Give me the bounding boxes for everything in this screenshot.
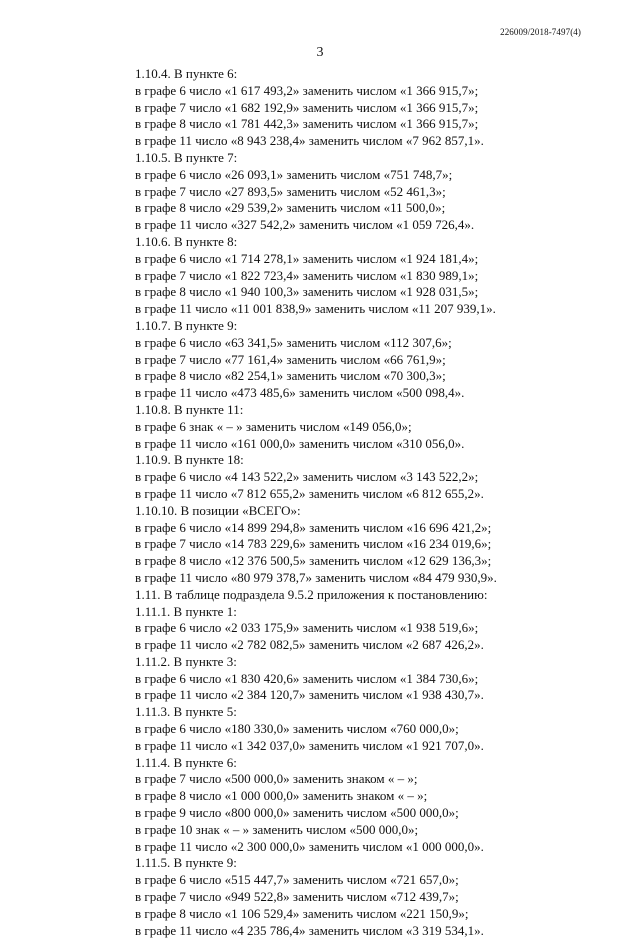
text-line: в графе 6 число «1 714 278,1» заменить числом «1 924 181,4»; (135, 250, 479, 266)
text-line: в графе 11 число «327 542,2» заменить числом «1 059 726,4». (135, 217, 475, 233)
text-line: в графе 8 число «82 254,1» заменить числом «70 300,3»; (135, 368, 446, 384)
text-line: 1.10.7. В пункте 9: (135, 317, 238, 333)
text-line: в графе 7 число «500 000,0» заменить знаком « – »; (135, 771, 418, 787)
text-line: 1.11.1. В пункте 1: (135, 603, 237, 619)
text-line: в графе 11 число «2 300 000,0» заменить числом «1 000 000,0». (135, 838, 484, 854)
text-line: 1.10.6. В пункте 8: (135, 233, 238, 249)
document-number: 226009/2018-7497(4) (500, 27, 581, 37)
text-line: в графе 6 число «4 143 522,2» заменить числом «3 143 522,2»; (135, 469, 479, 485)
text-line: в графе 11 число «1 342 037,0» заменить числом «1 921 707,0». (135, 737, 484, 753)
text-line: 1.11.2. В пункте 3: (135, 653, 237, 669)
text-line: в графе 11 число «161 000,0» заменить числом «310 056,0». (135, 435, 465, 451)
document-body (135, 66, 605, 939)
text-line: в графе 6 число «63 341,5» заменить числом «112 307,6»; (135, 334, 452, 350)
text-line: в графе 6 число «1 617 493,2» заменить числом «1 366 915,7»; (135, 82, 479, 98)
text-line: в графе 11 число «8 943 238,4» заменить числом «7 962 857,1». (135, 133, 484, 149)
text-line: 1.10.8. В пункте 11: (135, 401, 244, 417)
text-line: в графе 11 число «7 812 655,2» заменить числом «6 812 655,2». (135, 485, 484, 501)
text-line: в графе 8 число «1 106 529,4» заменить числом «221 150,9»; (135, 905, 469, 921)
text-line: в графе 7 число «1 682 192,9» заменить числом «1 366 915,7»; (135, 99, 479, 115)
text-line: в графе 7 число «77 161,4» заменить числом «66 761,9»; (135, 351, 446, 367)
text-line: в графе 8 число «1 940 100,3» заменить числом «1 928 031,5»; (135, 284, 479, 300)
text-line: в графе 8 число «29 539,2» заменить числом «11 500,0»; (135, 200, 446, 216)
text-line: в графе 6 знак « – » заменить числом «149 056,0»; (135, 418, 412, 434)
text-line: в графе 6 число «1 830 420,6» заменить числом «1 384 730,6»; (135, 670, 479, 686)
text-line: в графе 6 число «2 033 175,9» заменить числом «1 938 519,6»; (135, 620, 479, 636)
text-line: 1.11.3. В пункте 5: (135, 704, 237, 720)
text-line: в графе 11 число «2 384 120,7» заменить числом «1 938 430,7». (135, 687, 484, 703)
text-line: 1.10.10. В позиции «ВСЕГО»: (135, 502, 301, 518)
text-line: 1.11. В таблице подраздела 9.5.2 приложения к постановлению: (135, 586, 488, 602)
text-line: в графе 11 число «11 001 838,9» заменить числом «11 207 939,1». (135, 301, 496, 317)
text-line: в графе 11 число «80 979 378,7» заменить числом «84 479 930,9». (135, 569, 497, 585)
text-line: 1.11.5. В пункте 9: (135, 855, 237, 871)
text-line: в графе 11 число «473 485,6» заменить числом «500 098,4». (135, 385, 465, 401)
page-number: 3 (316, 45, 324, 60)
text-line: в графе 11 число «4 235 786,4» заменить числом «3 319 534,1». (135, 922, 484, 938)
text-line: в графе 7 число «27 893,5» заменить числом «52 461,3»; (135, 183, 446, 199)
text-line: в графе 7 число «949 522,8» заменить числом «712 439,7»; (135, 889, 459, 905)
text-line: в графе 6 число «515 447,7» заменить числом «721 657,0»; (135, 872, 459, 888)
text-line: в графе 11 число «2 782 082,5» заменить числом «2 687 426,2». (135, 637, 484, 653)
text-line: в графе 8 число «12 376 500,5» заменить числом «12 629 136,3»; (135, 553, 492, 569)
text-line: в графе 6 число «180 330,0» заменить числом «760 000,0»; (135, 721, 459, 737)
text-line: в графе 7 число «1 822 723,4» заменить числом «1 830 989,1»; (135, 267, 479, 283)
text-line: в графе 9 число «800 000,0» заменить числом «500 000,0»; (135, 805, 459, 821)
text-line: в графе 6 число «14 899 294,8» заменить числом «16 696 421,2»; (135, 519, 492, 535)
text-line: 1.10.9. В пункте 18: (135, 452, 244, 468)
text-line: 1.10.5. В пункте 7: (135, 149, 238, 165)
text-line: в графе 7 число «14 783 229,6» заменить числом «16 234 019,6»; (135, 536, 492, 552)
text-line: в графе 8 число «1 000 000,0» заменить знаком « – »; (135, 788, 428, 804)
text-line: 1.10.4. В пункте 6: (135, 66, 238, 81)
text-line: в графе 8 число «1 781 442,3» заменить числом «1 366 915,7»; (135, 116, 479, 132)
text-line: 1.11.4. В пункте 6: (135, 754, 237, 770)
text-line: в графе 6 число «26 093,1» заменить числом «751 748,7»; (135, 166, 453, 182)
text-line: в графе 10 знак « – » заменить числом «500 000,0»; (135, 821, 419, 837)
